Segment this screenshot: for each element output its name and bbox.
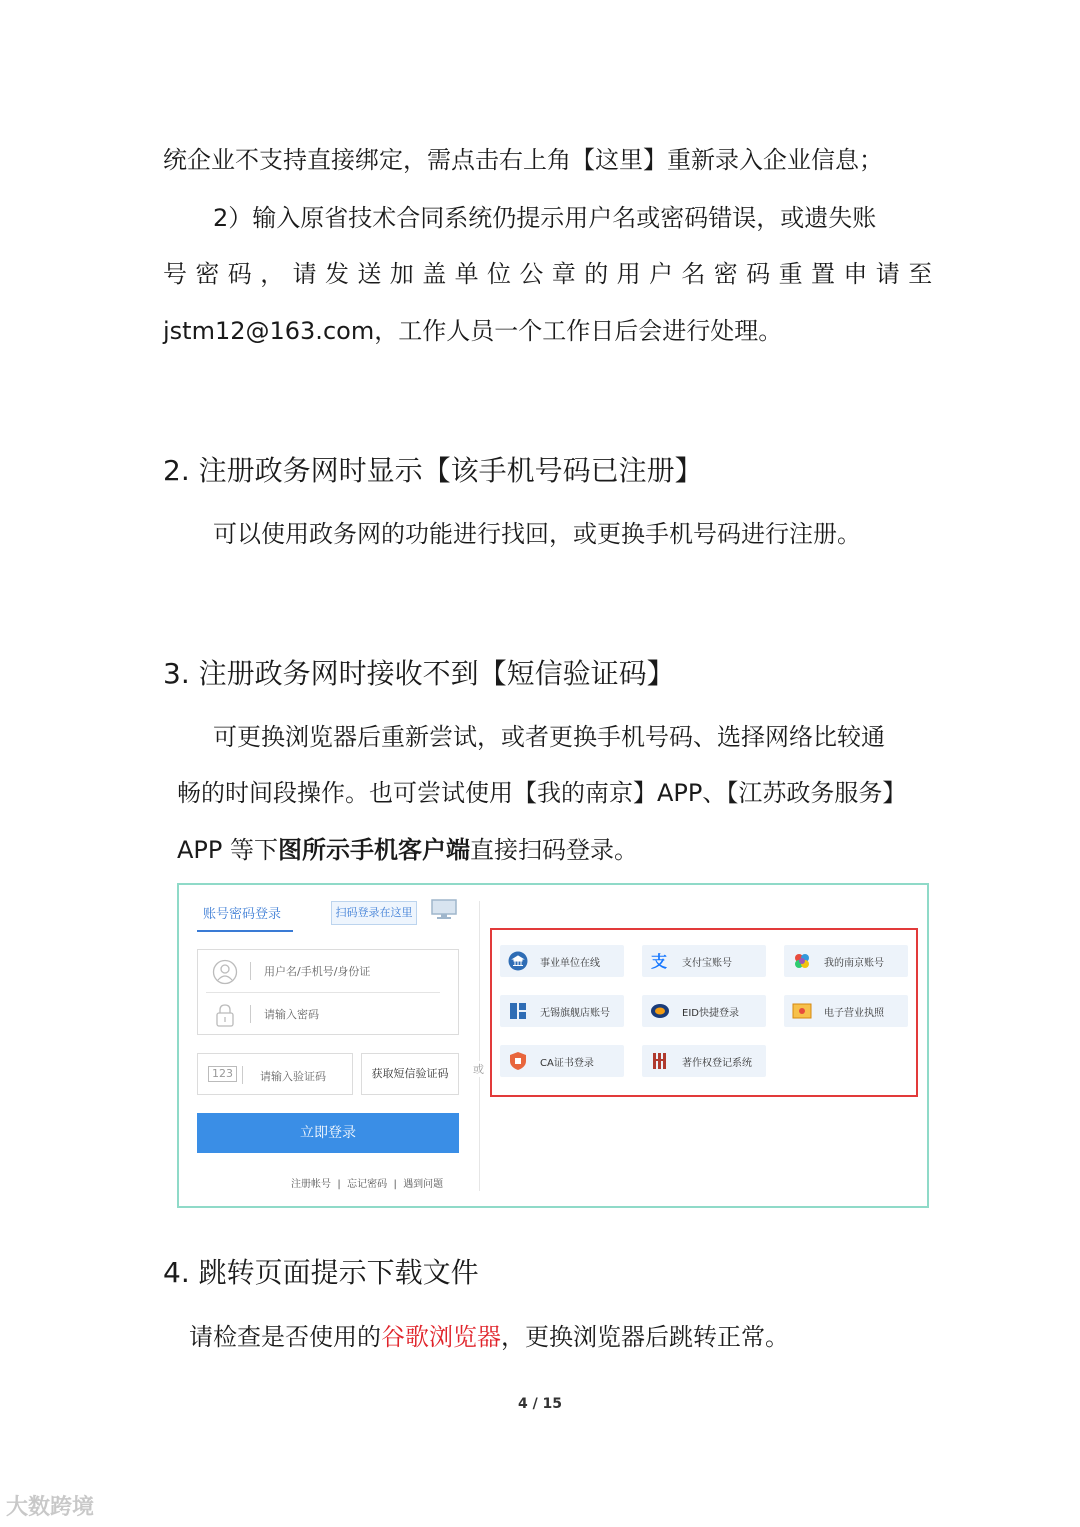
bank-icon [508, 951, 528, 971]
nanjing-icon [792, 951, 812, 971]
section-heading: 4. 跳转页面提示下载文件 [163, 1256, 479, 1289]
option-business-license[interactable] [784, 995, 908, 1027]
captcha-placeholder: 请输入验证码 [260, 1070, 326, 1083]
section-heading: 2. 注册政务网时显示【该手机号码已注册】 [163, 454, 703, 487]
text-run: APP 等下 [177, 836, 278, 864]
password-input[interactable] [198, 993, 458, 1035]
option-wuxi-store[interactable] [500, 995, 624, 1027]
username-placeholder: 用户名/手机号/身份证 [264, 965, 371, 978]
text-run: 直接扫码登录。 [470, 836, 638, 864]
bold-text: 图所示手机客户端 [278, 836, 470, 864]
license-icon [792, 1001, 812, 1021]
watermark: 大数跨境 [6, 1495, 95, 1520]
option-label: 我的南京账号 [824, 958, 884, 969]
option-my-nanjing[interactable] [784, 945, 908, 977]
paragraph-line: 统企业不支持直接绑定，需点击右上角【这里】重新录入企业信息； [163, 146, 883, 174]
vertical-divider [479, 901, 480, 1191]
separator [250, 962, 251, 980]
paragraph-line [177, 833, 638, 867]
option-label: CA证书登录 [540, 1058, 594, 1069]
text-run: 请检查是否使用的 [189, 1323, 381, 1351]
username-input[interactable] [198, 950, 458, 992]
option-label: 支付宝账号 [682, 958, 732, 969]
option-ca-certificate[interactable] [500, 1045, 624, 1077]
paragraph-line: 可以使用政务网的功能进行找回，或更换手机号码进行注册。 [213, 520, 861, 548]
option-label: 电子营业执照 [824, 1008, 884, 1019]
option-label: 著作权登记系统 [682, 1058, 752, 1069]
register-link[interactable]: 注册帐号 [291, 1179, 331, 1190]
tab-account-login[interactable]: 账号密码登录 [203, 907, 282, 922]
captcha-icon: 123 [208, 1066, 237, 1082]
option-copyright[interactable] [642, 1045, 766, 1077]
paragraph-line: 2）输入原省技术合同系统仍提示用户名或密码错误，或遗失账 [213, 204, 877, 232]
paragraph-line: 号密码，请发送加盖单位公章的用户名密码重置申请至 [163, 260, 941, 288]
eid-icon [650, 1001, 670, 1021]
tab-underline [197, 930, 293, 932]
text-run: ，更换浏览器后跳转正常。 [501, 1323, 789, 1351]
captcha-input[interactable] [197, 1053, 353, 1095]
login-screenshot-figure [177, 883, 929, 1208]
link-separator: | [337, 1179, 341, 1190]
section-heading: 3. 注册政务网时接收不到【短信验证码】 [163, 657, 675, 690]
help-link[interactable]: 遇到问题 [403, 1179, 444, 1190]
or-label: 或 [473, 1063, 484, 1076]
footer-links [291, 1175, 443, 1190]
separator [242, 1066, 243, 1084]
page-number: 4 / 15 [517, 1396, 563, 1412]
get-sms-code-button[interactable]: 获取短信验证码 [361, 1053, 459, 1095]
separator [250, 1005, 251, 1023]
paragraph-line: jstm12@163.com，工作人员一个工作日后会进行处理。 [163, 317, 783, 345]
forgot-password-link[interactable]: 忘记密码 [347, 1179, 388, 1190]
alipay-icon [650, 951, 670, 971]
option-label: EID快捷登录 [682, 1008, 739, 1019]
paragraph-line: 畅的时间段操作。也可尝试使用【我的南京】APP、【江苏政务服务】 [177, 779, 907, 807]
option-label: 事业单位在线 [540, 958, 600, 969]
wuxi-icon [508, 1001, 528, 1021]
user-icon [212, 959, 238, 985]
paragraph-line [189, 1320, 789, 1354]
paragraph-line: 可更换浏览器后重新尝试，或者更换手机号码、选择网络比较通 [213, 723, 885, 751]
option-label: 无锡旗舰店账号 [540, 1008, 610, 1019]
ca-shield-icon [508, 1051, 528, 1071]
password-placeholder: 请输入密码 [264, 1008, 319, 1021]
credentials-box [197, 949, 459, 1035]
svg-text:支: 支 [651, 952, 668, 971]
monitor-qr-icon[interactable] [431, 899, 457, 919]
link-separator: | [393, 1179, 397, 1190]
tab-qr-login[interactable]: 扫码登录在这里 [331, 901, 417, 925]
login-button[interactable]: 立即登录 [197, 1113, 459, 1153]
lock-icon [212, 1002, 238, 1028]
option-eid[interactable] [642, 995, 766, 1027]
option-public-institution[interactable] [500, 945, 624, 977]
copyright-icon [650, 1051, 670, 1071]
option-alipay[interactable] [642, 945, 766, 977]
highlighted-text: 谷歌浏览器 [381, 1323, 501, 1351]
